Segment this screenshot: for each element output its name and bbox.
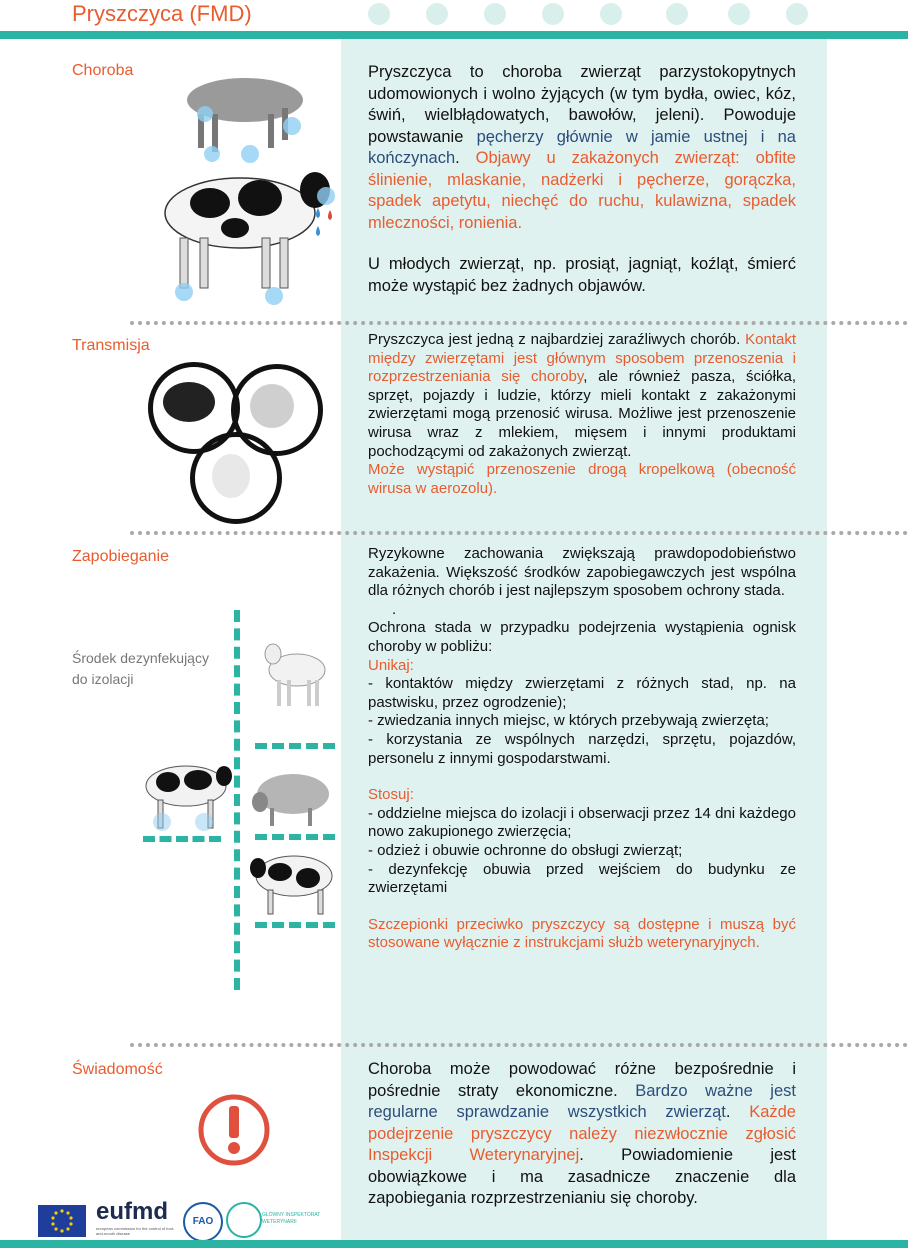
list-item: - korzystania ze wspólnych narzędzi, sprzętu, pojazdów, personelu z innymi gospodarstwami. (368, 730, 796, 767)
list-item: - zwiedzania innych miejsc, w których przebywają zwierzęta; (368, 712, 769, 730)
decor-circle (484, 3, 506, 25)
choroba-paragraph-2: U młodych zwierząt, np. prosiąt, jagniąt, koźląt, śmierć może wystąpić bez żadnych objawów. (368, 255, 796, 295)
fence-vertical (234, 610, 240, 990)
giw-emblem-icon (226, 1202, 262, 1238)
decor-circle (368, 3, 390, 25)
footer-bar (0, 1240, 908, 1248)
page-title: Pryszczyca (FMD) (72, 1, 252, 26)
decor-circle (426, 3, 448, 25)
decor-circle (600, 3, 622, 25)
list-item: - kontaktów między zwierzętami z różnych stad, np. na pastwisku, przez ogrodzenie); (368, 675, 796, 711)
zapobieganie-intro: Ryzykowne zachowania zwiększają prawdopodobieństwo zakażenia. Większość środków zapobiegawczych jest wspólna dla różnych chorób i jest najlepszym sposobem ochrony stada. (368, 545, 796, 600)
choroba-paragraph-1: Pryszczyca to choroba zwierząt parzystokopytnych udomowionych i wolno żyjących (w tym bydła, owiec, kóz, świń, wielbłądowatych, bawołów, jeleni). Powoduje powstawanie pęcherzy głównie w jamie ustnej i na kończynach. Objawy u zakażonych zwierząt: obfite ślinienie, mlaskanie, nadżerki i pęcherze, gorączka, spadek apetytu, niechęć do ruchu, kulawizna, spadek mleczności, ronienia. (368, 63, 796, 232)
eu-stars-icon (38, 1205, 86, 1237)
section-label-transmisja: Transmisja (72, 337, 150, 354)
list-item: - odzież i obuwie ochronne do obsługi zwierząt; (368, 841, 683, 859)
fence-horizontal (255, 743, 335, 749)
sheep-head-icon (250, 384, 294, 428)
decor-circle (728, 3, 750, 25)
section-divider (130, 1043, 908, 1047)
decor-circle (666, 3, 688, 25)
disinfectant-note: Środek dezynfekujący do izolacji (72, 650, 209, 687)
cow-head-icon (163, 382, 215, 422)
section-label-choroba: Choroba (72, 62, 134, 79)
eufmd-logo: eufmd (96, 1198, 168, 1225)
decor-circle (542, 3, 564, 25)
zapobieganie-lead: Ochrona stada w przypadku podejrzenia wystąpienia ognisk choroby w pobliżu: (368, 619, 796, 655)
warning-icon (196, 1092, 272, 1168)
section-label-swiadomosc: Świadomość (72, 1061, 163, 1078)
cow-icon (248, 848, 336, 918)
eufmd-subtitle: european commission for the control of foot-and-mouth disease (96, 1226, 175, 1236)
section-label-zapobieganie: Zapobieganie (72, 548, 169, 565)
transmisja-paragraph: Pryszczyca jest jedną z najbardziej zaraźliwych chorób. Kontakt między zwierzętami jest głównym sposobem przenoszenia i rozprzestrzeniania się choroby, ale również pasza, ściółka, sprzęt, pojazdy i ludzie, którzy mieli kontakt z zakażonymi zwierzętami mogą przenosić wirusa. Możliwe jest przenoszenie wirusa wraz z mlekiem, mięsem i innymi produktami pochodzącymi od zakażonych zwierząt. (368, 331, 796, 460)
list-item: - oddzielne miejsca do izolacji i obserwacji przez 14 dni każdego nowo zakupionego zwierzęcia; (368, 804, 796, 841)
transmisja-aerosol-note: Może wystąpić przenoszenie drogą kropelkową (obecność wirusa w aerozolu). (368, 461, 796, 497)
eu-flag-logo (38, 1205, 86, 1237)
vaccine-note: Szczepionki przeciwko pryszczycy są dostępne i muszą być stosowane wyłącznie z instrukcjami służb weterynaryjnych. (368, 915, 796, 952)
decor-circle (786, 3, 808, 25)
fence-horizontal (255, 834, 335, 840)
separator-dot: . (392, 600, 397, 618)
stosuj-label: Stosuj: (368, 786, 414, 804)
infected-animals-illustration (150, 78, 345, 310)
transmisja-text (368, 331, 796, 498)
fence-horizontal (255, 922, 335, 928)
section-divider (130, 321, 908, 325)
giw-logo-text: GŁÓWNY INSPEKTORAT WETERYNARII (262, 1212, 321, 1225)
zapobieganie-text (368, 545, 796, 953)
goat-icon (255, 636, 335, 710)
unikaj-label: Unikaj: (368, 656, 414, 674)
isolated-cow-icon (138, 758, 233, 834)
section-divider (130, 531, 908, 535)
list-item: - dezynfekcję obuwia przed wejściem do budynku ze zwierzętami (368, 860, 796, 897)
swiadomosc-text (368, 1059, 796, 1210)
goat-head-icon (212, 454, 250, 498)
choroba-text (368, 62, 796, 297)
fence-horizontal (143, 836, 221, 842)
sheep-icon (248, 768, 333, 828)
fao-logo: FAO (183, 1202, 223, 1242)
swiadomosc-paragraph: Choroba może powodować różne bezpośrednie i pośrednie straty ekonomiczne. Bardzo ważne jest regularne sprawdzanie wszystkich zwierząt. Każde podejrzenie pryszczycy należy niezwłocznie zgłosić Inspekcji Weterynaryjnej. Powiadomienie jest obowiązkowe i ma zasadnicze znaczenie dla zapobiegania rozprzestrzenianiu się choroby. (368, 1060, 796, 1207)
header-bar (0, 31, 908, 39)
